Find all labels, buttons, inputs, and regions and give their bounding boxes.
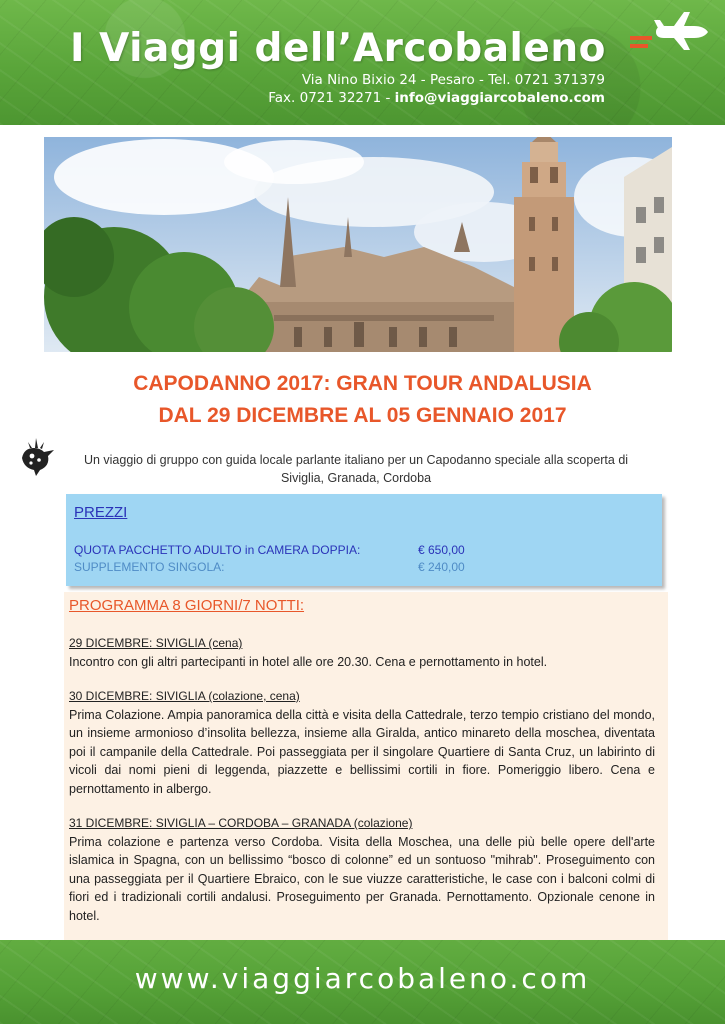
trip-dates: DAL 29 DICEMBRE AL 05 GENNAIO 2017 [158,404,567,427]
program-day [69,814,655,925]
day-title: 31 DICEMBRE: SIVIGLIA – CORDOBA – GRANADA (colazione) [69,816,413,830]
footer-banner [0,940,725,1024]
header-banner [0,0,725,125]
day-text: Prima colazione e partenza verso Cordoba. Visita della Moschea, una delle più belle opere dell'arte islamica in Spagna, con un bellissimo “bosco di colonne” ed un sontuoso "mihrab". Proseguimento con una passeggiata per il Quartiere Ebraico, con le sue viuzze caratteristiche, le case con i balconi colmi di fiori ed i tradizionali cortili andalusi. Proseguimento per Granada. Pernottamento. Opzionale cenone in hotel. [69,834,655,923]
price-row [74,543,465,557]
prices-heading: PREZZI [74,504,128,521]
day-title: 29 DICEMBRE: SIVIGLIA (cena) [69,636,243,650]
day-title: 30 DICEMBRE: SIVIGLIA (colazione, cena) [69,689,300,703]
price-row [74,560,465,574]
day-text: Prima Colazione. Ampia panoramica della città e visita della Cattedrale, terzo tempio cristiano del mondo, un insieme armonioso d’insolita bellezza, insieme alla Giralda, antico minareto della moschea, diventata poi il campanile della Cattedrale. Poi passeggiata per il singolare Quartiere di Santa Cruz, un labirinto di vicoli dai nomi pieni di leggenda, piazzette e bellissimi cortili in fiore. Pomeriggio libero. Cena e pernottamento in albergo. [69,707,655,796]
website-link[interactable]: www.viaggiarcobaleno.com [134,962,591,995]
prices-box [66,494,662,586]
program-section [64,592,668,942]
agency-name: I Viaggi dell’Arcobaleno [70,26,606,71]
bird-icon [18,436,58,478]
seville-cathedral-photo [44,137,672,352]
trip-intro: Un viaggio di gruppo con guida locale parlante italiano per un Capodanno speciale alla scoperta di Siviglia, Granada, Cordoba [83,453,629,485]
agency-address: Via Nino Bixio 24 - Pesaro - Tel. 0721 371379 [301,72,605,88]
price-amount: € 650,00 [418,543,465,557]
price-label: SUPPLEMENTO SINGOLA: [74,560,225,574]
agency-contacts [268,90,605,106]
program-heading: PROGRAMMA 8 GIORNI/7 NOTTI: [69,597,305,614]
program-day [69,634,655,671]
price-amount: € 240,00 [418,560,465,574]
program-day [69,687,655,798]
agency-fax: Fax. 0721 32271 - [268,90,395,106]
trip-title: CAPODANNO 2017: GRAN TOUR ANDALUSIA [133,372,592,395]
day-text: Incontro con gli altri partecipanti in hotel alle ore 20.30. Cena e pernottamento in hotel. [69,654,548,669]
price-label: QUOTA PACCHETTO ADULTO in CAMERA DOPPIA: [74,543,361,557]
airplane-icon [630,10,710,52]
agency-email[interactable]: info@viaggiarcobaleno.com [394,90,605,106]
